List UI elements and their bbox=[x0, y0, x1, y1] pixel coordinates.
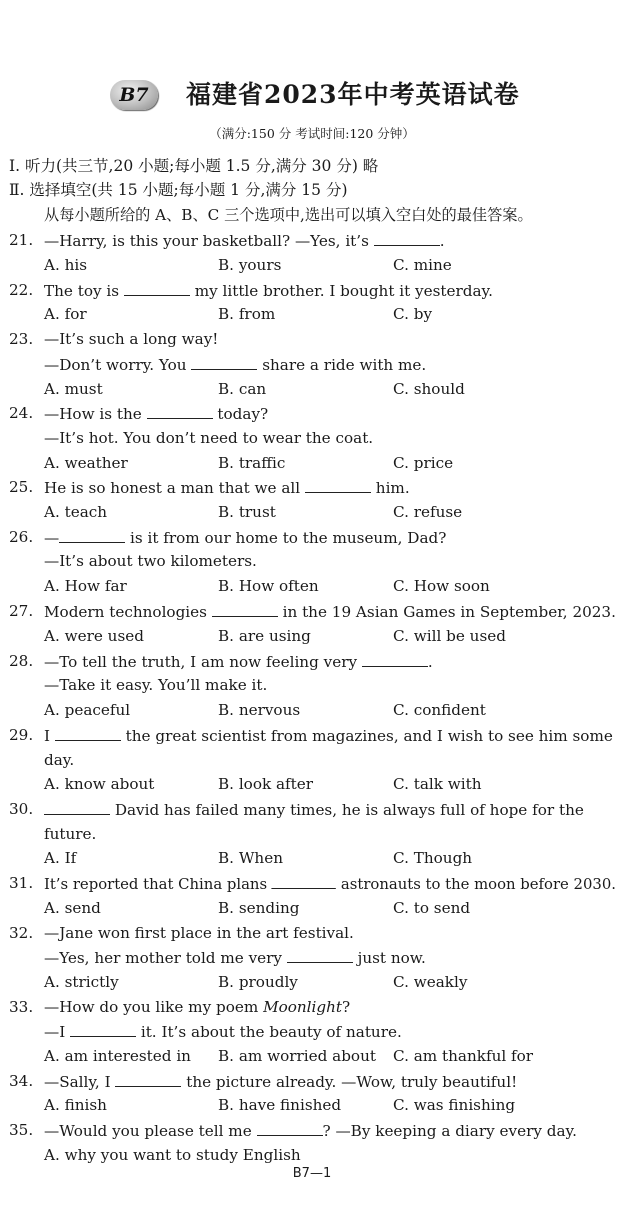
option-c: C. by bbox=[393, 305, 433, 323]
option-c: C. price bbox=[393, 454, 454, 472]
question-stem-line2: —I it. It’s about the beauty of nature. bbox=[44, 1023, 402, 1041]
page-number: B7—1 bbox=[292, 1166, 332, 1181]
question-number: 34. bbox=[9, 1072, 34, 1090]
answer-blank bbox=[305, 477, 371, 493]
question-stem-line2: —It’s hot. You don’t need to wear the coat. bbox=[44, 429, 374, 447]
option-b: B. yours bbox=[218, 256, 282, 274]
option-c: C. am thankful for bbox=[393, 1047, 534, 1065]
option-c: C. mine bbox=[393, 256, 452, 274]
option-a: A. am interested in bbox=[44, 1047, 191, 1065]
answer-blank bbox=[191, 354, 257, 370]
option-a: A. strictly bbox=[44, 973, 119, 991]
option-c: C. should bbox=[393, 380, 465, 398]
question-stem-line2: —Take it easy. You’ll make it. bbox=[44, 676, 268, 694]
question-stem-line2: day. bbox=[44, 751, 75, 769]
question-stem: David has failed many times, he is always full of hope for the bbox=[44, 799, 584, 820]
option-a: A. finish bbox=[44, 1096, 107, 1114]
option-b: B. trust bbox=[218, 503, 276, 521]
answer-blank bbox=[287, 947, 353, 963]
answer-blank bbox=[44, 799, 110, 815]
answer-blank bbox=[70, 1021, 136, 1037]
question-stem: —Harry, is this your basketball? —Yes, it’s . bbox=[44, 232, 445, 250]
question-number: 23. bbox=[9, 330, 34, 348]
question-number: 25. bbox=[9, 478, 34, 496]
poem-title: Moonlight bbox=[263, 998, 343, 1016]
paper-subtitle: （满分:150 分 考试时间:120 分钟） bbox=[209, 126, 415, 141]
question-stem: —It’s such a long way! bbox=[44, 330, 219, 348]
question-number: 21. bbox=[9, 231, 34, 249]
option-c: C. weakly bbox=[393, 973, 468, 991]
option-c: C. refuse bbox=[393, 503, 463, 521]
section-instruction: 从每小题所给的 A、B、C 三个选项中,选出可以填入空白处的最佳答案。 bbox=[44, 206, 533, 224]
option-b: B. can bbox=[218, 380, 267, 398]
option-c: C. to send bbox=[393, 899, 471, 917]
option-b: B. look after bbox=[218, 775, 314, 793]
answer-blank bbox=[272, 873, 336, 889]
option-b: B. proudly bbox=[218, 973, 298, 991]
section-listening: Ⅰ. 听力(共三节,20 小题;每小题 1.5 分,满分 30 分) 略 bbox=[9, 157, 379, 175]
option-b: B. are using bbox=[218, 627, 311, 645]
option-a: A. were used bbox=[44, 627, 144, 645]
option-a: A. why you want to study English bbox=[44, 1146, 301, 1164]
question-stem-line2: —Yes, her mother told me very just now. bbox=[44, 949, 426, 967]
option-a: A. teach bbox=[44, 503, 108, 521]
option-a: A. weather bbox=[44, 454, 128, 472]
paper-title: 福建省2023年中考英语试卷 bbox=[186, 80, 520, 109]
question-stem: He is so honest a man that we all him. bbox=[44, 479, 410, 497]
option-c: C. will be used bbox=[393, 627, 506, 645]
answer-blank bbox=[55, 725, 121, 741]
option-c: C. talk with bbox=[393, 775, 482, 793]
option-a: A. peaceful bbox=[44, 701, 131, 719]
answer-blank bbox=[212, 601, 278, 617]
answer-blank bbox=[374, 230, 440, 246]
option-b: B. When bbox=[218, 849, 283, 867]
option-a: A. his bbox=[44, 256, 88, 274]
question-stem: It’s reported that China plans astronauts to the moon before 2030. bbox=[44, 875, 616, 893]
question-stem-line2: future. bbox=[44, 825, 97, 843]
question-stem-line2: —Don’t worry. You share a ride with me. bbox=[44, 356, 427, 374]
option-a: A. must bbox=[44, 380, 103, 398]
question-stem: Modern technologies in the 19 Asian Games in September, 2023. bbox=[44, 603, 616, 621]
question-number: 35. bbox=[9, 1121, 34, 1139]
question-number: 32. bbox=[9, 924, 34, 942]
question-stem: —How is the today? bbox=[44, 405, 269, 423]
answer-blank bbox=[59, 527, 125, 543]
option-a: A. know about bbox=[44, 775, 155, 793]
question-number: 29. bbox=[9, 726, 34, 744]
answer-blank bbox=[115, 1071, 181, 1087]
paper-code-badge: B7 bbox=[110, 80, 158, 110]
option-b: B. am worried about bbox=[218, 1047, 376, 1065]
question-stem: — is it from our home to the museum, Dad? bbox=[44, 529, 447, 547]
question-number: 27. bbox=[9, 602, 34, 620]
option-a: A. How far bbox=[44, 577, 127, 595]
option-b: B. from bbox=[218, 305, 276, 323]
question-stem: I the great scientist from magazines, and I wish to see him some bbox=[44, 727, 613, 745]
answer-blank bbox=[257, 1120, 323, 1136]
answer-blank bbox=[124, 280, 190, 296]
question-stem: —How do you like my poem Moonlight? bbox=[44, 998, 351, 1016]
answer-blank bbox=[362, 651, 428, 667]
option-c: C. was finishing bbox=[393, 1096, 516, 1114]
question-number: 26. bbox=[9, 528, 34, 546]
option-c: C. Though bbox=[393, 849, 473, 867]
section-choice: Ⅱ. 选择填空(共 15 小题;每小题 1 分,满分 15 分) bbox=[9, 181, 348, 199]
option-b: B. How often bbox=[218, 577, 319, 595]
option-b: B. have finished bbox=[218, 1096, 342, 1114]
question-stem: —To tell the truth, I am now feeling very . bbox=[44, 653, 433, 671]
option-b: B. sending bbox=[218, 899, 300, 917]
option-a: A. for bbox=[44, 305, 87, 323]
question-stem: —Would you please tell me ? —By keeping a diary every day. bbox=[44, 1122, 577, 1140]
question-number: 30. bbox=[9, 800, 34, 818]
question-stem: —Sally, I the picture already. —Wow, truly beautiful! bbox=[44, 1073, 518, 1091]
question-stem: The toy is my little brother. I bought it yesterday. bbox=[44, 282, 493, 300]
question-number: 22. bbox=[9, 281, 34, 299]
question-stem: —Jane won first place in the art festival. bbox=[44, 924, 354, 942]
option-b: B. traffic bbox=[218, 454, 286, 472]
option-b: B. nervous bbox=[218, 701, 301, 719]
question-number: 31. bbox=[9, 874, 34, 892]
answer-blank bbox=[147, 403, 213, 419]
option-a: A. send bbox=[44, 899, 101, 917]
question-stem-line2: —It’s about two kilometers. bbox=[44, 552, 257, 570]
question-number: 33. bbox=[9, 998, 34, 1016]
option-c: C. How soon bbox=[393, 577, 490, 595]
question-number: 24. bbox=[9, 404, 34, 422]
question-number: 28. bbox=[9, 652, 34, 670]
option-a: A. If bbox=[44, 849, 77, 867]
paper-header bbox=[0, 78, 624, 112]
option-c: C. confident bbox=[393, 701, 486, 719]
